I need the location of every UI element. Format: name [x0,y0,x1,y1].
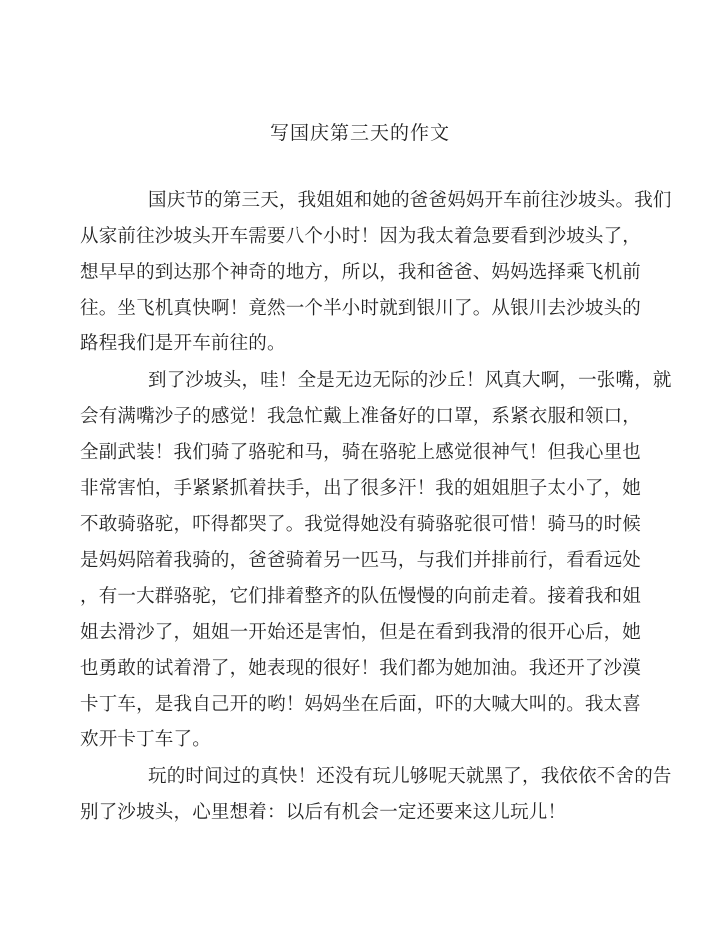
text-line: 往。坐飞机真快啊！竟然一个半小时就到银川了。从银川去沙坡头的 [80,298,642,319]
text-line: 别了沙坡头，心里想着：以后有机会一定还要来这儿玩儿！ [80,802,567,823]
text-line: ，有一大群骆驼，它们排着整齐的队伍慢慢的向前走着。接着我和姐 [80,586,642,607]
text-line: 全副武装！我们骑了骆驼和马，骑在骆驼上感觉很神气！但我心里也 [80,442,642,463]
text-line: 路程我们是开车前往的。 [80,333,286,354]
text-line: 卡丁车，是我自己开的哟！妈妈坐在后面，吓的大喊大叫的。我太喜 [80,694,642,715]
document-title: 写国庆第三天的作文 [269,122,450,144]
text-line: 是妈妈陪着我骑的，爸爸骑着另一匹马，与我们并排前行，看看远处 [80,550,642,571]
text-line: 国庆节的第三天，我姐姐和她的爸爸妈妈开车前往沙坡头。我们 [148,190,672,211]
text-line: 姐去滑沙了，姐姐一开始还是害怕，但是在看到我滑的很开心后，她 [80,622,642,643]
text-line: 玩的时间过的真快！还没有玩儿够呢天就黑了，我依依不舍的告 [148,766,672,787]
text-line: 会有满嘴沙子的感觉！我急忙戴上准备好的口罩，系紧衣服和领口， [80,406,642,427]
text-line: 到了沙坡头，哇！全是无边无际的沙丘！风真大啊，一张嘴，就 [148,370,672,391]
text-line: 也勇敢的试着滑了，她表现的很好！我们都为她加油。我还开了沙漠 [80,658,642,679]
text-line: 不敢骑骆驼，吓得都哭了。我觉得她没有骑骆驼很可惜！骑马的时候 [80,514,642,535]
text-line: 欢开卡丁车了。 [80,729,211,750]
text-line: 非常害怕，手紧紧抓着扶手，出了很多汗！我的姐姐胆子太小了，她 [80,478,642,499]
text-line: 想早早的到达那个神奇的地方，所以，我和爸爸、妈妈选择乘飞机前 [80,262,642,283]
text-line: 从家前往沙坡头开车需要八个小时！因为我太着急要看到沙坡头了， [80,226,642,247]
